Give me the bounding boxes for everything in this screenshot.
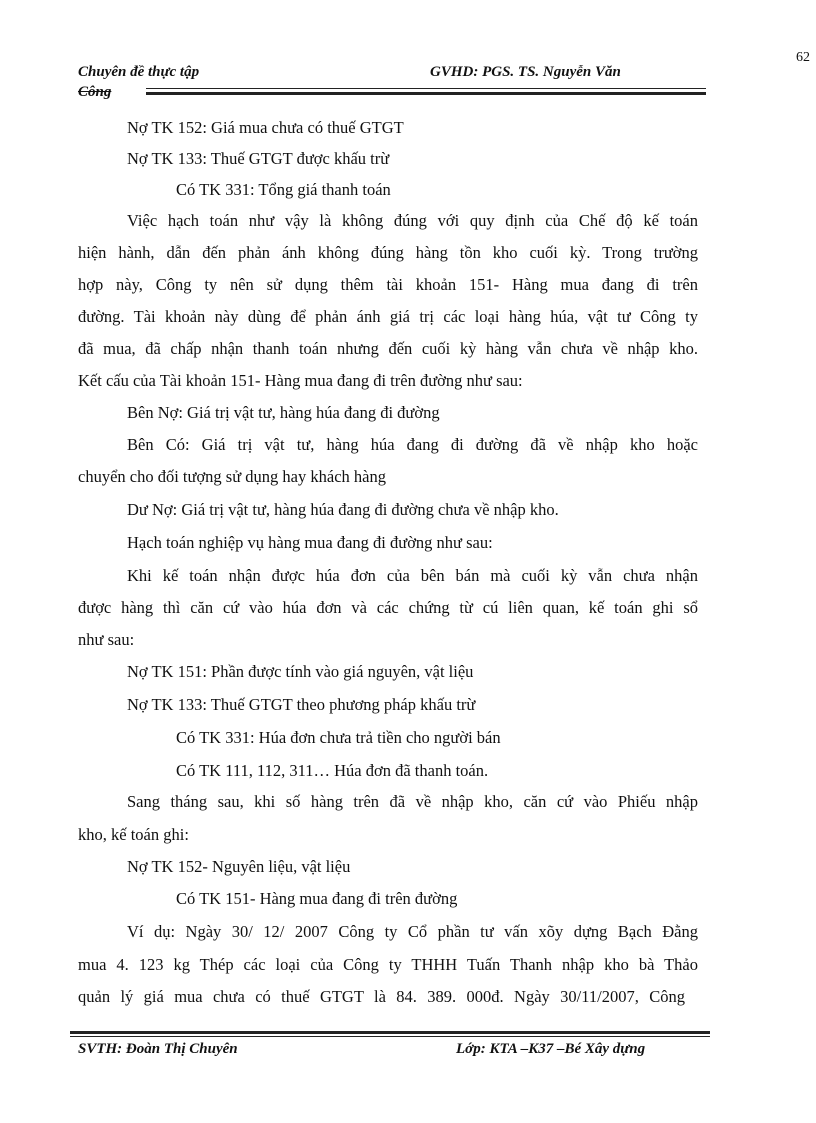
body-line: hiện hành, dẫn đến phản ánh không đúng hàng tồn kho cuối kỳ. Trong trường [78,243,698,262]
body-line: chuyển cho đối tượng sử dụng hay khách hàng [78,467,386,486]
body-line: Khi kế toán nhận được húa đơn của bên bán mà cuối kỳ vẫn chưa nhận [127,566,698,585]
body-line: Có TK 111, 112, 311… Húa đơn đã thanh toán. [176,761,489,780]
body-line: Sang tháng sau, khi số hàng trên đã về nhập kho, căn cứ vào Phiếu nhập [127,792,698,811]
body-line: hợp này, Công ty nên sử dụng thêm tài khoản 151- Hàng mua đang đi trên [78,275,698,294]
body-line: Kết cấu của Tài khoản 151- Hàng mua đang đi trên đường như sau: [78,371,523,390]
page-number: 62 [796,50,810,65]
header-rule-thin [146,88,706,89]
body-line: Nợ TK 151: Phần được tính vào giá nguyên, vật liệu [127,662,474,681]
body-line: Việc hạch toán như vậy là không đúng với quy định của Chế độ kế toán [127,211,698,230]
body-line: quản lý giá mua chưa có thuế GTGT là 84. 389. 000đ. Ngày 30/11/2007, Công [78,987,685,1006]
body-line: Bên Nợ: Giá trị vật tư, hàng húa đang đi đường [127,403,440,422]
body-line: được hàng thì căn cứ vào húa đơn và các chứng từ cú liên quan, kế toán ghi sổ [78,598,698,617]
header-left: Chuyên đề thực tập [78,64,200,80]
body-line: mua 4. 123 kg Thép các loại của Công ty THHH Tuấn Thanh nhập kho bà Thảo [78,955,698,974]
body-line: Có TK 331: Húa đơn chưa trả tiền cho người bán [176,728,501,747]
body-line: Dư Nợ: Giá trị vật tư, hàng húa đang đi đường chưa về nhập kho. [127,500,559,519]
body-line: Bên Có: Giá trị vật tư, hàng húa đang đi đường đã về nhập kho hoặc [127,435,698,454]
body-line: Nợ TK 133: Thuế GTGT theo phương pháp khấu trừ [127,695,476,714]
header-rule-thick [146,92,706,95]
body-line: Có TK 151- Hàng mua đang đi trên đường [176,889,458,908]
body-line: Có TK 331: Tổng giá thanh toán [176,180,391,199]
body-line: kho, kế toán ghi: [78,825,189,844]
header-left-wrap: Công [78,84,112,100]
body-line: Nợ TK 152- Nguyên liệu, vật liệu [127,857,351,876]
footer-rule-thin [70,1036,710,1037]
body-line: Ví dụ: Ngày 30/ 12/ 2007 Công ty Cổ phần tư vấn xõy dựng Bạch Đằng [127,922,698,941]
footer-rule-thick [70,1031,710,1034]
body-line: Nợ TK 133: Thuế GTGT được khấu trừ [127,149,390,168]
header-right: GVHD: PGS. TS. Nguyễn Văn [430,64,621,80]
body-line: Hạch toán nghiệp vụ hàng mua đang đi đường như sau: [127,533,493,552]
footer-right: Lớp: KTA –K37 –Bé Xây dựng [456,1041,646,1057]
body-line: đã mua, đã chấp nhận thanh toán nhưng đến cuối kỳ hàng vẫn chưa về nhập kho. [78,339,698,358]
footer-left: SVTH: Đoàn Thị Chuyên [78,1041,238,1057]
body-line: Nợ TK 152: Giá mua chưa có thuế GTGT [127,118,404,137]
body-line: đường. Tài khoản này dùng để phản ánh giá trị các loại hàng húa, vật tư Công ty [78,307,698,326]
body-line: như sau: [78,630,135,649]
